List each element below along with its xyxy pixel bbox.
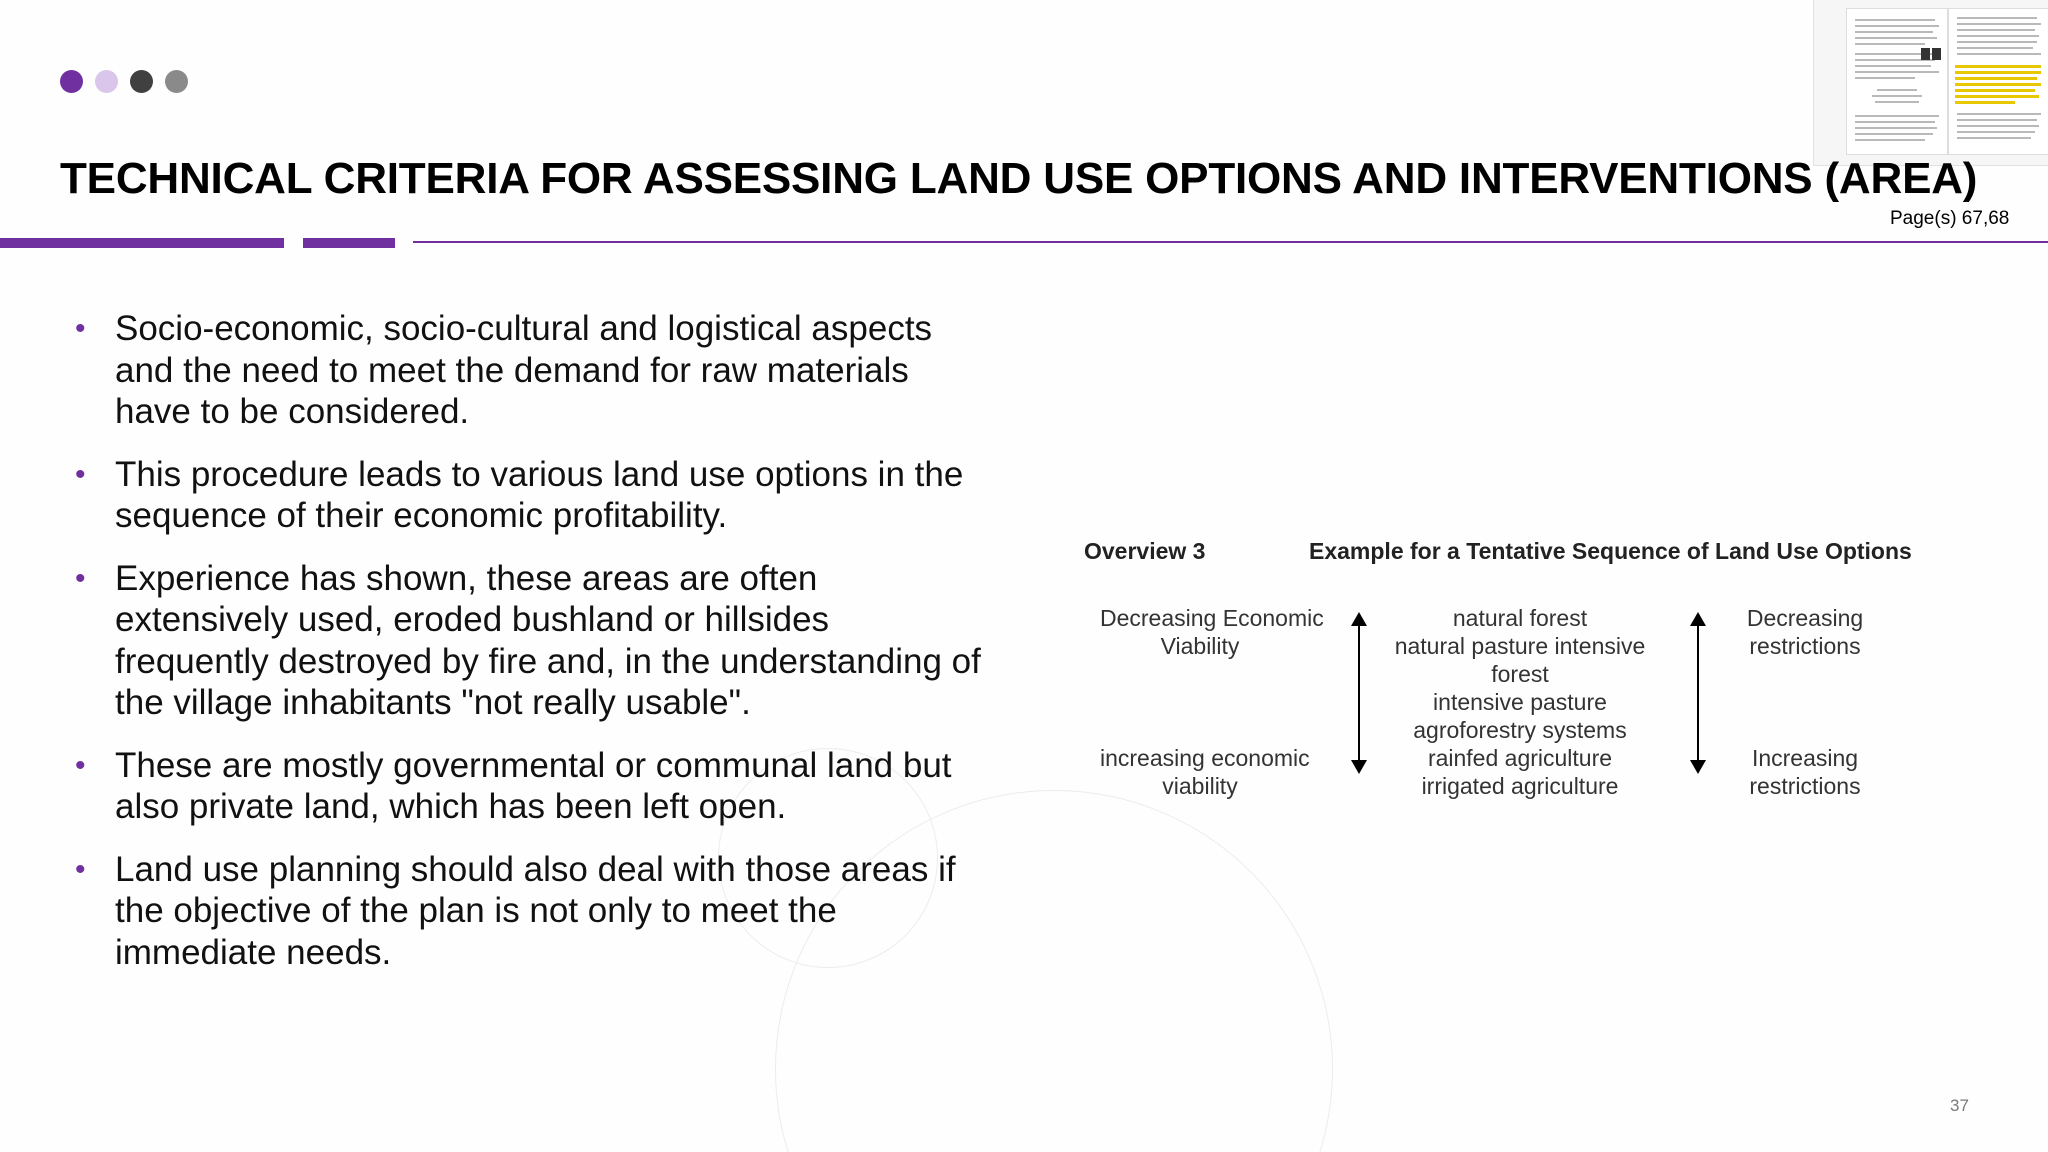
bullet-text: Experience has shown, these areas are often extensively used, eroded bushland or hillsides frequently destroyed by fire and, in the understanding of the village inhabitants "not really usable". (115, 558, 981, 722)
label-line: restrictions (1749, 773, 1861, 799)
list-item (70, 558, 990, 724)
bullet-icon: • (75, 748, 86, 782)
land-use-option: rainfed agriculture (1427, 745, 1613, 771)
left-top-label (1100, 604, 1324, 660)
dot-lavender (95, 70, 118, 93)
bullet-list (70, 308, 990, 994)
bullet-icon: • (75, 852, 86, 886)
left-bottom-label (1100, 744, 1310, 800)
label-line: Decreasing (1746, 605, 1864, 631)
slide-number: 37 (1950, 1096, 1969, 1115)
label-line: increasing economic (1100, 745, 1310, 771)
bullet-text: These are mostly governmental or communal land but also private land, which has been left open. (115, 745, 952, 826)
document-thumbnail[interactable] (1813, 0, 2048, 166)
list-item (70, 849, 990, 974)
bullet-text: Land use planning should also deal with those areas if the objective of the plan is not only to meet the immediate needs. (115, 849, 956, 972)
land-use-diagram (1080, 538, 1980, 818)
land-use-option: irrigated agriculture (1421, 773, 1619, 799)
title-underline-rule (413, 241, 2048, 243)
list-item (70, 745, 990, 828)
dot-purple (60, 70, 83, 93)
list-item (70, 308, 990, 433)
land-use-option: agroforestry systems (1413, 717, 1627, 743)
thumbnail-image-icon (1921, 48, 1930, 60)
thumbnail-page-right (1948, 8, 2048, 155)
label-line: Viability (1160, 633, 1240, 659)
title-underline-bar-short (303, 238, 395, 248)
thumbnail-page-left (1846, 8, 1948, 155)
label-line: restrictions (1749, 633, 1861, 659)
slide-title: TECHNICAL CRITERIA FOR ASSESSING LAND USE OPTIONS AND INTERVENTIONS (AREA) (60, 154, 1978, 203)
bullet-text: This procedure leads to various land use options in the sequence of their economic profitability. (115, 454, 964, 535)
double-arrow-icon (1347, 612, 1371, 774)
page-reference: Page(s) 67,68 (1890, 208, 2010, 229)
diagram-label: Overview 3 (1084, 538, 1206, 564)
label-line: Increasing (1751, 745, 1859, 771)
label-line: viability (1162, 773, 1238, 799)
right-bottom-label (1720, 744, 1890, 800)
double-arrow-icon (1686, 612, 1710, 774)
dot-dark-gray (130, 70, 153, 93)
bullet-icon: • (75, 457, 86, 491)
bullet-text: Socio-economic, socio-cultural and logistical aspects and the need to meet the demand for raw materials have to be considered. (115, 309, 933, 431)
decorative-dots (60, 70, 188, 93)
bullet-icon: • (75, 561, 86, 595)
land-use-option: forest (1491, 661, 1549, 687)
land-use-option: intensive pasture (1433, 689, 1607, 715)
land-use-options-list (1380, 604, 1660, 800)
thumbnail-image-icon (1932, 48, 1941, 60)
title-underline-bar (0, 238, 284, 248)
list-item (70, 454, 990, 537)
diagram-title: Example for a Tentative Sequence of Land Use Options (1309, 538, 1912, 564)
land-use-option: natural forest (1452, 605, 1588, 631)
land-use-option: natural pasture intensive (1394, 633, 1646, 659)
label-line: Decreasing Economic (1100, 605, 1324, 631)
right-top-label (1720, 604, 1890, 660)
bullet-icon: • (75, 312, 86, 345)
dot-gray (165, 70, 188, 93)
